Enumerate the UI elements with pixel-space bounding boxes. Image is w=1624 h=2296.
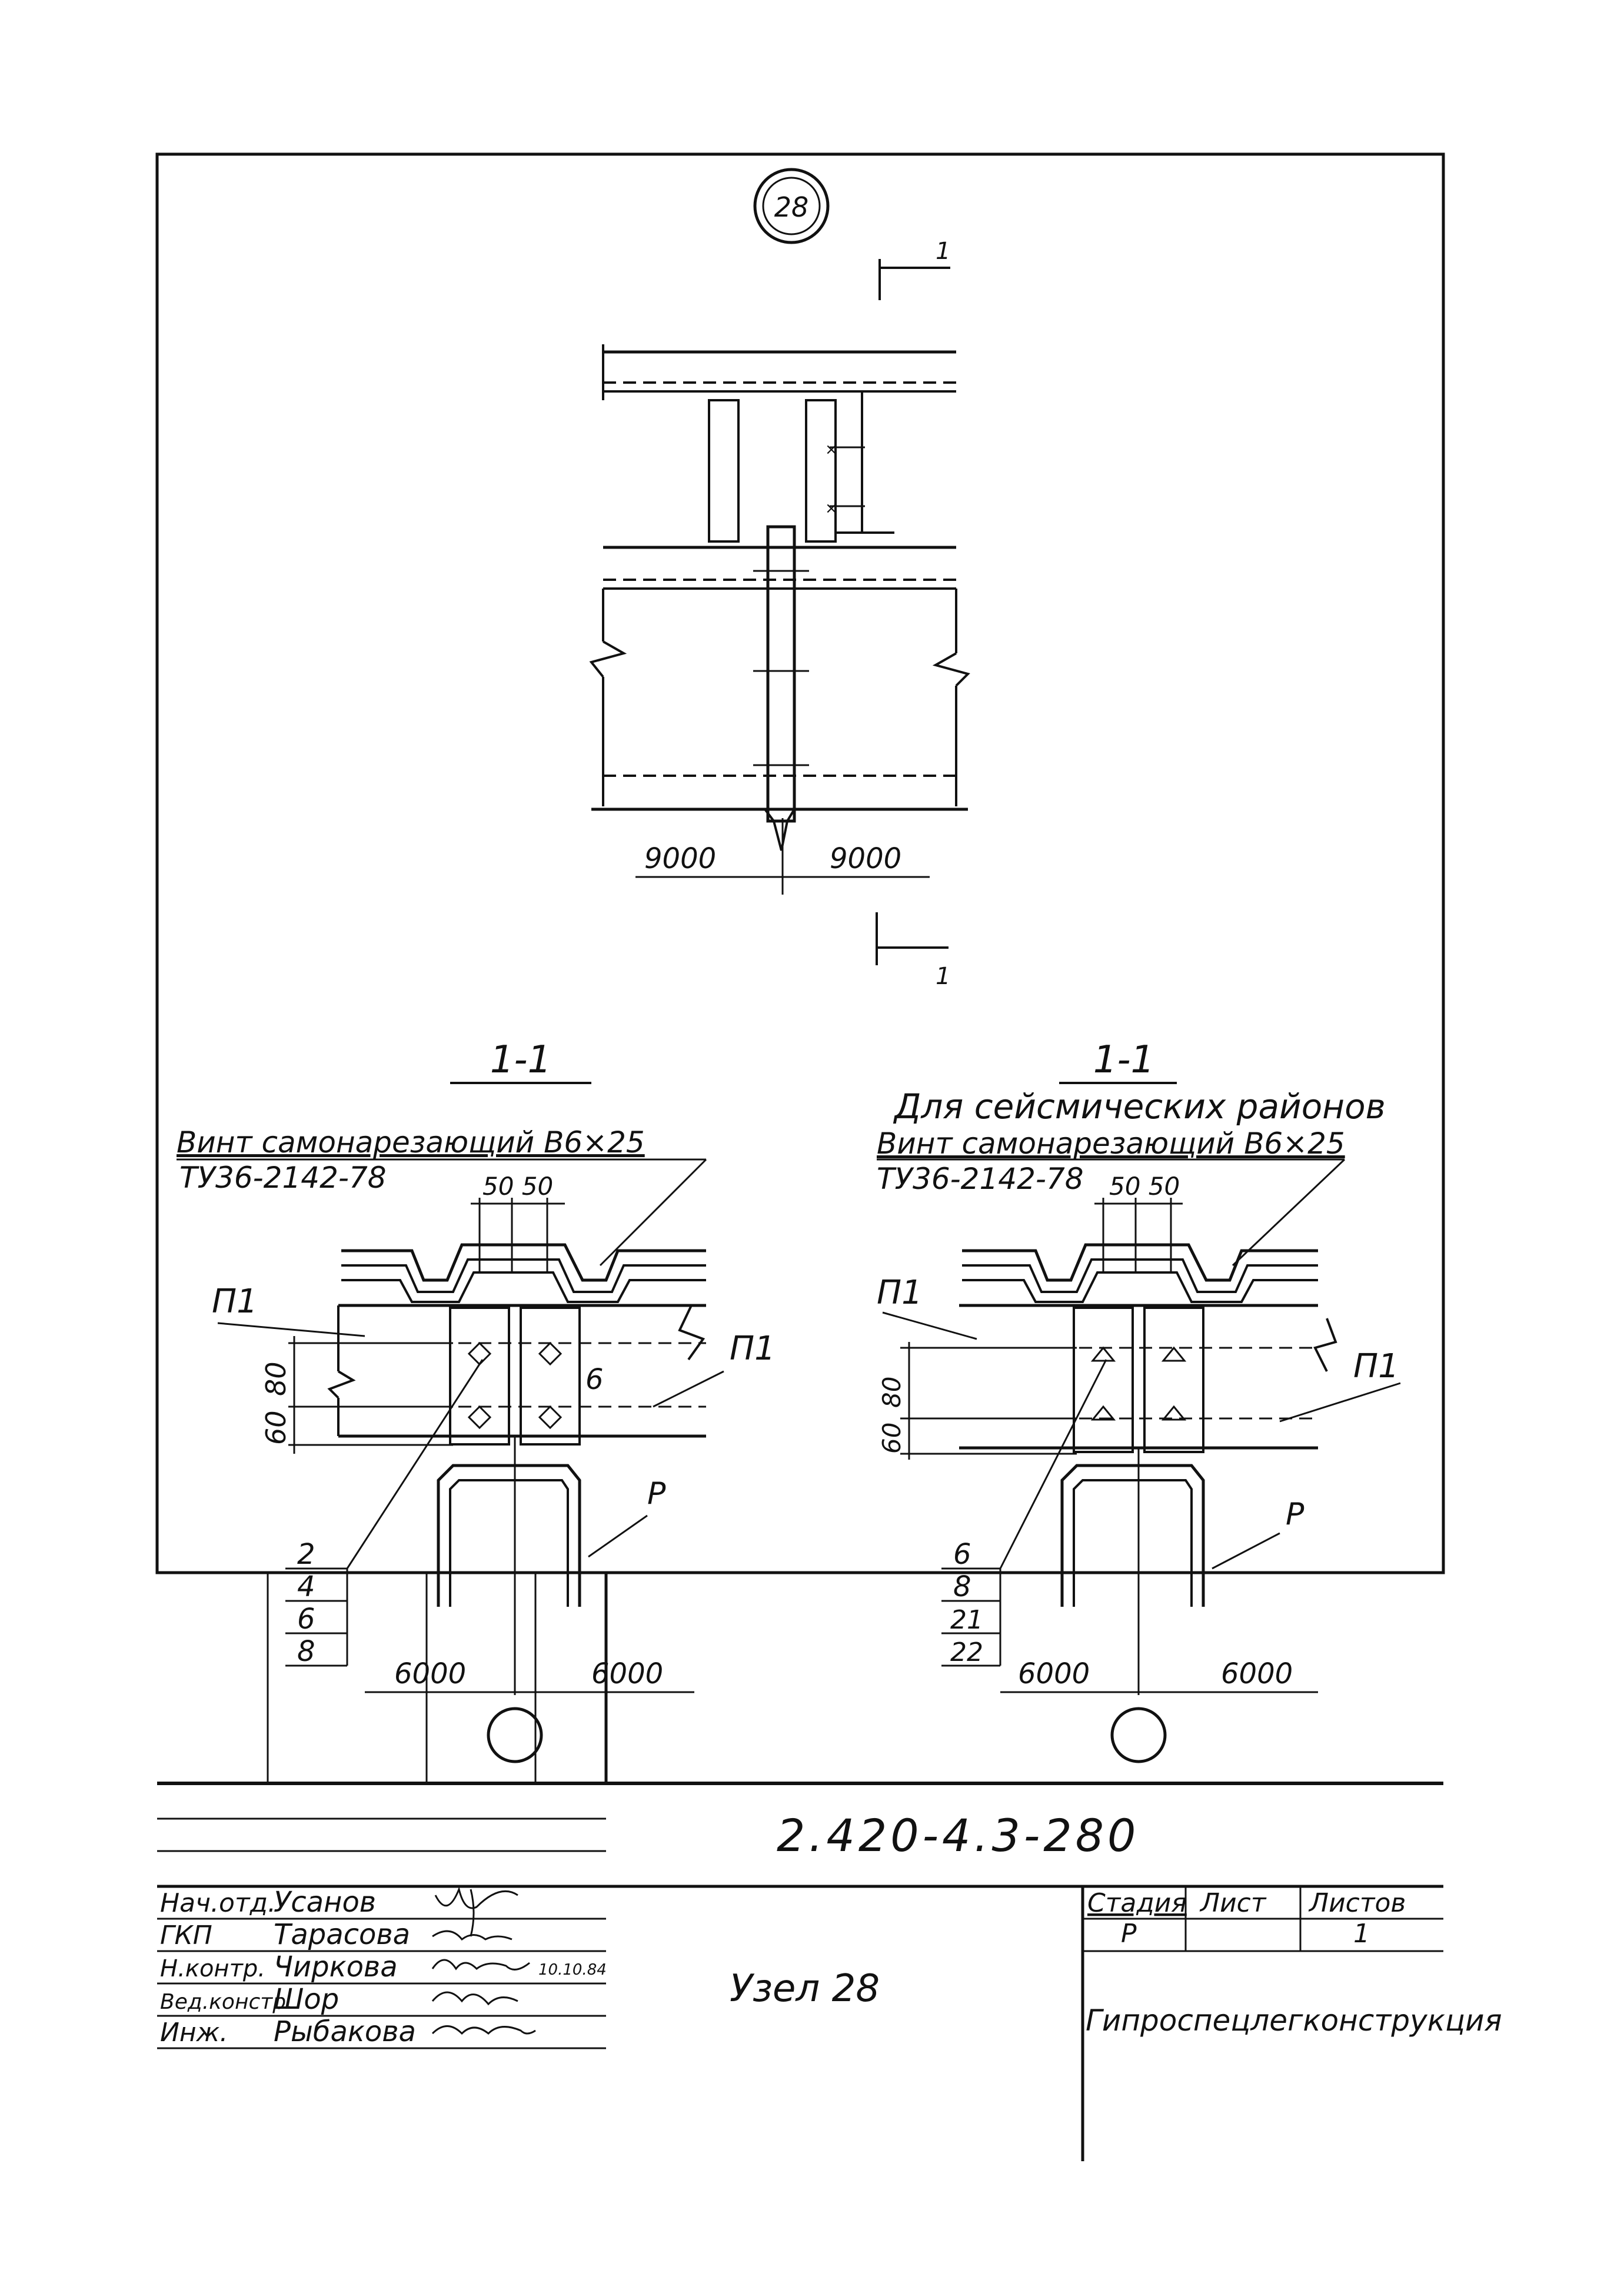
section-left-screw-tu: ТУ36-2142-78 bbox=[179, 1161, 387, 1195]
organization: Гипроспецлегконструкция bbox=[1086, 2003, 1502, 2038]
section-left-profile-label: Р bbox=[647, 1476, 666, 1511]
section-left-stack-1: 4 bbox=[297, 1570, 315, 1603]
section-left-dim-top: 50 50 bbox=[482, 1172, 554, 1201]
staff-role-2: Н.контр. bbox=[160, 1955, 265, 1982]
section-left-top-dim bbox=[471, 1172, 565, 1271]
plan-view bbox=[591, 238, 968, 990]
section-right-axis-bubble bbox=[1112, 1709, 1165, 1762]
section-left-dim-80: 80 bbox=[260, 1361, 292, 1396]
section-left-dim-60: 60 bbox=[260, 1410, 292, 1445]
staff-role-0: Нач.отд. bbox=[160, 1888, 276, 1918]
section-right-panel-left: П1 bbox=[877, 1274, 923, 1312]
signature-2 bbox=[432, 1960, 530, 1969]
section-right-panel-right: П1 bbox=[1353, 1347, 1399, 1385]
section-left-profile bbox=[438, 1466, 666, 1607]
plan-dim-right: 9000 bbox=[830, 842, 902, 875]
section-right-dim-60: 60 bbox=[877, 1422, 906, 1454]
section-right-title: 1-1 bbox=[1093, 1038, 1155, 1082]
center-strip bbox=[753, 527, 809, 821]
section-right-dim-right: 6000 bbox=[1221, 1657, 1293, 1690]
title-block bbox=[157, 1573, 1502, 2161]
bottom-beam bbox=[591, 776, 968, 850]
node-marker-number: 28 bbox=[774, 191, 809, 223]
section-right-screw-note: Винт самонарезающий B6×25 bbox=[877, 1127, 1345, 1161]
signature-4 bbox=[432, 2026, 535, 2034]
section-left-dim-right: 6000 bbox=[591, 1657, 664, 1690]
section-right-seismic-note: Для сейсмических районов bbox=[894, 1086, 1386, 1127]
section-right-dim-left: 6000 bbox=[1018, 1657, 1090, 1690]
section-right-stack-0: 6 bbox=[953, 1538, 971, 1571]
section-right-bottom-dim bbox=[1000, 1657, 1318, 1762]
section-right-decking bbox=[962, 1245, 1318, 1302]
sheet-frame bbox=[157, 154, 1443, 1573]
section-left-decking bbox=[341, 1245, 706, 1302]
node-marker bbox=[755, 170, 828, 242]
signature-3 bbox=[432, 1992, 518, 2004]
section-left-bottom-dim bbox=[365, 1657, 694, 1762]
staff-role-1: ГКП bbox=[160, 1920, 212, 1951]
section-left-panels bbox=[212, 1282, 776, 1436]
sheets-value: 1 bbox=[1353, 1919, 1370, 1949]
section-left-callout-6: 6 bbox=[585, 1363, 604, 1396]
section-right-stack-3: 22 bbox=[950, 1637, 983, 1667]
top-beam bbox=[603, 344, 956, 400]
staff-name-3: Шор bbox=[274, 1983, 340, 2016]
section-right-dim-80: 80 bbox=[877, 1376, 906, 1408]
staff-name-0: Усанов bbox=[274, 1886, 377, 1919]
section-left-panel-right: П1 bbox=[730, 1330, 776, 1368]
section-left-panel-left: П1 bbox=[212, 1282, 258, 1321]
plan-dim-left: 9000 bbox=[644, 842, 717, 875]
section-right-stack bbox=[941, 1360, 1106, 1667]
plan-bolts-right bbox=[825, 441, 865, 517]
section-cut-bottom bbox=[877, 912, 950, 990]
svg-text:×: × bbox=[825, 500, 838, 517]
plan-dimension bbox=[635, 818, 930, 895]
staff-name-4: Рыбакова bbox=[274, 2015, 416, 2048]
section-cut-top bbox=[880, 238, 950, 300]
section-right-stack-1: 8 bbox=[953, 1570, 971, 1603]
stage-value: Р bbox=[1121, 1919, 1137, 1949]
staff-name-1: Тарасова bbox=[274, 1918, 411, 1951]
svg-text:×: × bbox=[825, 441, 838, 458]
section-right-plates bbox=[1074, 1308, 1203, 1452]
approval-date: 10.10.84 bbox=[538, 1961, 607, 1979]
staff-role-4: Инж. bbox=[160, 2018, 228, 2048]
section-cut-bottom-label: 1 bbox=[936, 963, 951, 990]
section-right-panels bbox=[877, 1274, 1400, 1448]
staff-role-3: Вед.констр. bbox=[160, 1990, 293, 2014]
drawing-title: Узел 28 bbox=[730, 1967, 880, 2011]
section-right-profile-label: Р bbox=[1286, 1497, 1304, 1532]
section-right-screw-tu: ТУ36-2142-78 bbox=[877, 1162, 1084, 1196]
section-left-stack-3: 8 bbox=[297, 1635, 315, 1668]
section-left-title: 1-1 bbox=[490, 1038, 552, 1082]
section-right-top-dim bbox=[1094, 1172, 1183, 1271]
signature-0 bbox=[435, 1889, 518, 1936]
section-right-stack-2: 21 bbox=[950, 1605, 983, 1635]
section-left bbox=[177, 1038, 776, 1762]
plan-sides bbox=[591, 589, 968, 806]
section-left-screw-note: Винт самонарезающий B6×25 bbox=[177, 1125, 645, 1159]
section-right-side-dims bbox=[877, 1342, 1077, 1460]
section-right bbox=[877, 1038, 1400, 1762]
signatures bbox=[432, 1889, 535, 2033]
section-left-stack-0: 2 bbox=[297, 1538, 315, 1571]
section-left-stack-2: 6 bbox=[297, 1603, 315, 1636]
section-left-axis-bubble bbox=[488, 1709, 541, 1762]
section-left-dim-left: 6000 bbox=[394, 1657, 467, 1690]
col-sheet: Лист bbox=[1200, 1888, 1266, 1918]
section-right-dim-top: 50 50 bbox=[1109, 1172, 1180, 1201]
col-stage: Стадия bbox=[1087, 1888, 1187, 1918]
purlins bbox=[709, 391, 894, 541]
section-left-plates bbox=[450, 1308, 604, 1444]
col-sheets: Листов bbox=[1309, 1888, 1406, 1918]
middle-beam bbox=[603, 547, 956, 589]
doc-code: 2.420-4.3-280 bbox=[777, 1809, 1140, 1862]
staff-name-2: Чиркова bbox=[274, 1951, 398, 1983]
section-cut-top-label: 1 bbox=[936, 238, 951, 265]
section-right-profile bbox=[1062, 1466, 1304, 1607]
